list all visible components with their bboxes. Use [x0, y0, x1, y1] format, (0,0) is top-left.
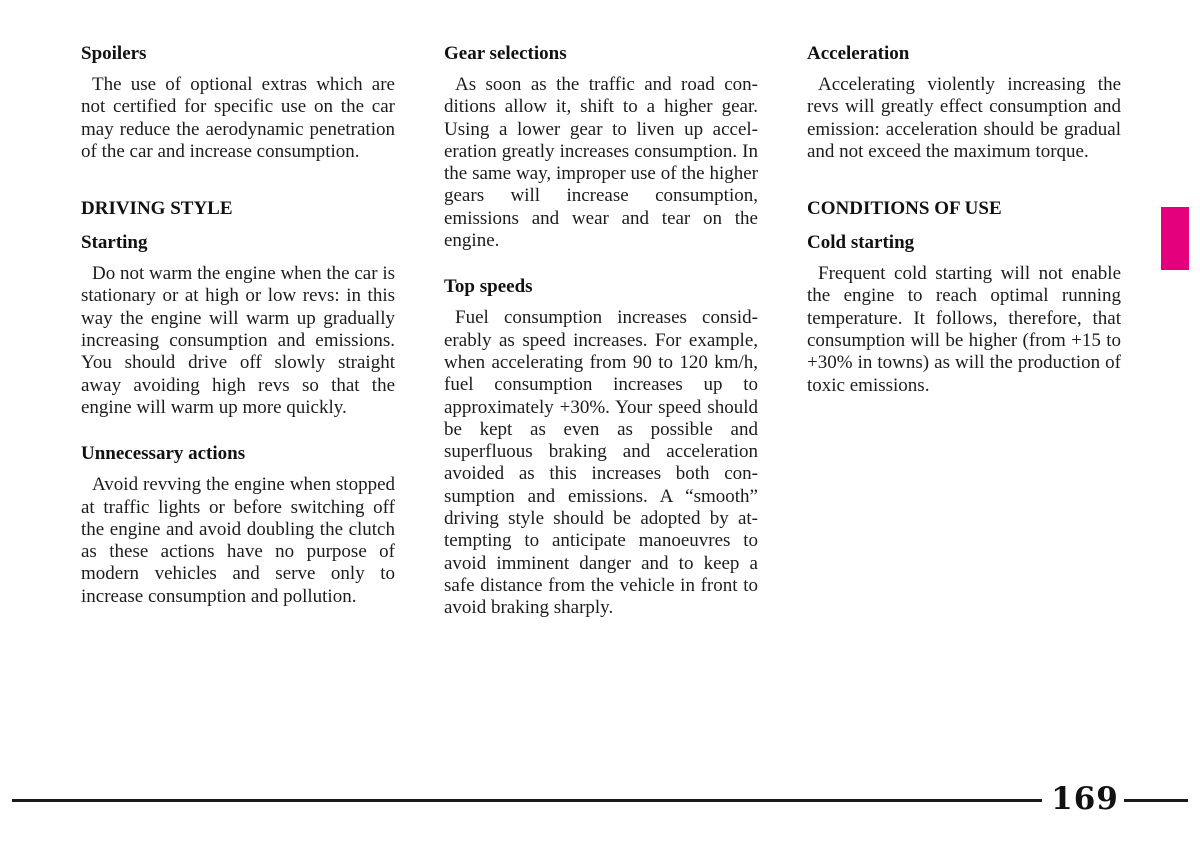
paragraph-starting: Do not warm the engine when the car is stationary or at high or low revs: in this way the engine will warm up gradually increasing consumption and emissions. You should drive off slowly straight away avoiding high revs so that the engine will warm up more quickly. [81, 263, 395, 418]
heading-unnecessary-actions: Unnecessary actions [81, 443, 246, 465]
page-number: 169 [1051, 781, 1119, 817]
heading-gear-selections: Gear selections [444, 43, 567, 64]
column-3 [807, 42, 1121, 420]
heading-acceleration: Acceleration [807, 43, 910, 64]
section-tab-marker [1161, 207, 1189, 270]
paragraph-unnecessary-actions: Avoid revving the engine when stopped at traffic lights or before switching off the engine and avoid doubling the clutch as these actions have no purpose of modern vehicles and serve only to increase consumption and pollution. [81, 474, 395, 607]
heading-starting: Starting [81, 232, 148, 254]
heading-spoilers: Spoilers [81, 43, 147, 64]
heading-cold-starting: Cold starting [807, 232, 915, 254]
heading-driving-style: DRIVING STYLE [81, 198, 233, 220]
column-1 [81, 42, 395, 631]
paragraph-spoilers: The use of optional extras which are not certified for specific use on the car may reduce the aerodynamic penetration of the car and increase consumption. [81, 74, 395, 162]
footer-rule-right [1124, 799, 1188, 802]
paragraph-cold-starting: Frequent cold starting will not enable the engine to reach optimal running temperature. It follows, therefore, that consumption will be higher (from +15 to +30% in towns) as will the production of toxic emissions. [807, 263, 1121, 396]
column-2 [444, 42, 758, 643]
footer-rule-left [12, 799, 1042, 802]
paragraph-acceleration: Accelerating violently increasing the revs will greatly effect consumption and emission: acceleration should be gradual and not exceed the maximum torque. [807, 74, 1121, 162]
heading-top-speeds: Top speeds [444, 276, 533, 298]
paragraph-gear-selections: As soon as the traffic and road conditions allow it, shift to a higher gear. Using a lower gear to liven up acceleration greatly increases consumption. In the same way, improper use of the higher gears will increase consumption, emissions and wear and tear on the engine. [444, 74, 758, 252]
heading-conditions-of-use: CONDITIONS OF USE [807, 198, 1002, 220]
paragraph-top-speeds: Fuel consumption increases considerably as speed increases. For example, when accelerating from 90 to 120 km/h, fuel consumption increases up to approximately +30%. Your speed should be kept as even as possible and superfluous braking and acceleration avoided as this increases both consumption and emissions. A “smooth” driving style should be adopted by attempting to anticipate manoeuvres to avoid imminent danger and to keep a safe distance from the vehicle in front to avoid braking sharply. [444, 307, 758, 619]
